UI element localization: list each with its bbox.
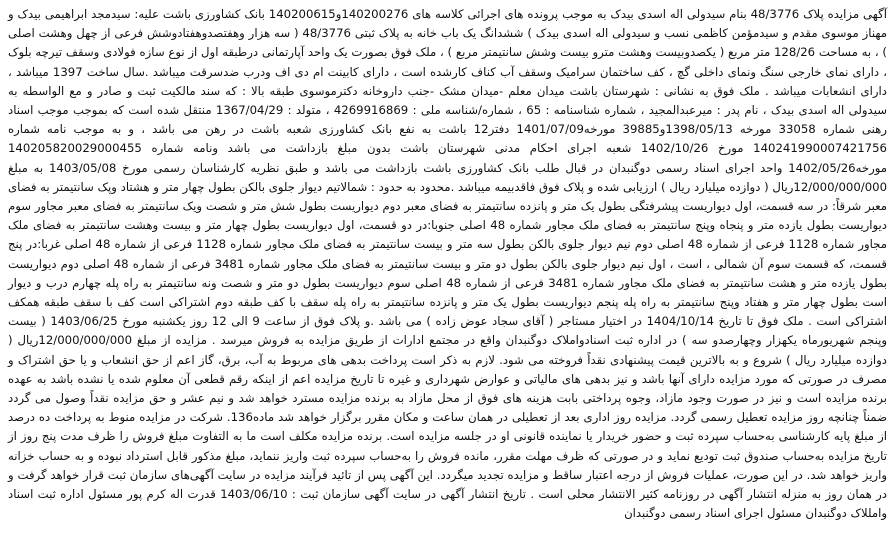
auction-notice-text: آگهی مزایده پلاک 48/3776 بنام سیدولی اله اسدی بیدک به موجب پرونده های اجرائی کلاسه های 140200276و140200615 بانک کشاورزی باشت علیه: سیدمجد ابراهیمی بیدک و مهناز موسوی مقدم و سیدمؤمن کاظمی نسب و سیدولی اله اسدی بیدک ) ششدانگ یک باب خانه به پلاک ثبتی 48/3776 ( سه هزار وهفتصدوهفتادوشش فرعی از چهل وهشت اصلی ) ، به مساحت 128/26 متر مربع ( یکصدوبیست وهشت مترو بیست وشش سانتیمتر مربع ) ، ملک فوق بصورت یک واحد آپارتمانی درطبقه اول از نوع سازه فولادی وسقف تیرچه بلوک ، دارای نمای خارجی سنگ ونمای داخلی گچ ، کف ساختمان سرامیک وسقف آب کناف کارشده است ، دارای کابینت ام دی اف ودرب ضدسرقت میباشد .سال ساخت 1397 میباشد ، دارای انشعابات میباشد . ملک فوق به نشانی : شهرستان باشت میدان معلم -میدان مشک -جنب داروخانه دکترموسوی طبقه بالا : که سند مالکیت ثبت و صادر و مع الواسطه به سیدولی اله اسدی بیدک ، نام پدر : میرعبدالمجید ، شماره شناسنامه : 65 ، شماره/شناسه ملی : 4269916869 ، متولد : 1367/04/29 منتقل شده است که بموجب موجب اسناد رهنی شماره 33058 مورخه 1398/05/13و39885 مورخه1401/07/09 دفتر12 باشت به نفع بانک کشاورزی شعبه باشت در رهن می باشد ، و به موجب نامه شماره 140241990007421756 مورخ 1402/10/26 شعبه اجرای احکام مدنی شهرستان باشت بدون مبلغ بازداشت می باشد ونامه شماره 140205820029000455 مورخه1402/05/26 واحد اجرای اسناد رسمی دوگنبدان در قبال طلب بانک کشاورزی باشت بازداشت می باشد و طبق نظریه کارشناسان رسمی مورخ 1403/05/08 به مبلغ 12/000/000/000ریال ( دوازده میلیارد ریال ) ارزیابی شده و پلاک فوق فاقدبیمه میباشد .محدود به حدود : شمالاتیم دیوار جلوی بالکن بطول چهار متر و هشتاد وپک سانتیمتر به فضای معبر شرقاً: در سه قسمت، اول دیواریست پیشرفتگی بطول یک متر و پانزده سانتیمتر به فضای معبر دوم دیواریست بطول شش متر و شصت ویک سانتیمتر به فضای معبر مجاور سوم دیواریست بطول یازده متر و پنجاه وپنج سانتیمتر به فضای ملک مجاور شماره 48 اصلی جنوبا:در دو قسمت، اول دیواریست بطول چهار متر و بیست وهشت سانتیمتر به فضای ملک مجاور شماره 1128 فرعی از شماره 48 اصلی دوم نیم دیوار جلوی بالکن بطول سه متر و بیست سانتیمتر به فضای ملک مجاور شماره 1128 فرعی از شماره 48 اصلی غربا:در پنج قسمت، که قسمت سوم آن شمالی ، است ، اول نیم دیوار جلوی بالکن بطول دو متر و بیست سانتیمتر به فضای ملک مجاور شماره 3481 فرعی از شماره 48 اصلی دوم دیواریست بطول یازده متر و هشت سانتیمتر به فضای ملک مجاور شماره 3481 فرعی از شماره 48 اصلی سوم دیواریست بطول دو متر و شصت ونه سانتیمتر به راه پله چهارم درب و دیوار است بطول چهار متر و هفتاد وپنج سانتیمتر به راه پله پنجم دیواریست بطول یک متر و پانزده سانتیمتر به راه پله سقف با کف طبقه دوم اشتراکی است کف با سقف طبقه همکف اشتراکی است . ملک فوق تا تاریخ 1404/10/14 در اختیار مستاجر ( آقای سجاد عوض زاده ) می باشد .و پلاک فوق از ساعت 9 الی 12 روز یکشنبه مورخ 1403/06/25 ( بیست وپنجم شهریورماه یکهزار وچهارصدو سه ) در اداره ثبت اسنادواملاک دوگنبدان واقع در مجتمع ادارات از طریق مزایده به فروش میرسد . مزایده از مبلغ 12/000/000/000ریال ( دوازده میلیارد ریال ) شروع و به بالاترین قیمت پیشنهادی نقداً فروخته می شود. لازم به ذکر است پرداخت بدهی های مربوط به آب، برق، گاز اعم از حق انشعاب و یا حق اشتراک و مصرف در صورتی که مورد مزایده دارای آنها باشد و نیز بدهی های مالیاتی و عوارض شهرداری و غیره تا تاریخ مزایده اعم از اینکه رقم قطعی آن معلوم شده یا نشده باشد به عهده برنده مزایده است و نیز در صورت وجود مازاد، وجوه پرداختی بابت هزینه های فوق از محل مازاد به برنده مزایده مسترد خواهد شد و نیم عشر و حق مزایده نقداً وصول می گردد ضمناً چنانچه روز مزایده تعطیل رسمی گردد. مزایده روز اداری بعد از تعطیلی در همان ساعت و مکان مقرر برگزار خواهد شد ماده136. شرکت در مزایده منوط به پرداخت ده درصد از مبلغ پایه کارشناسی به‌حساب سپرده ثبت و حضور خریدار یا نماینده قانونی او در جلسه مزایده است. برنده مزایده مکلف است ما به التفاوت مبلغ فروش را ظرف مدت پنج روز از تاریخ مزایده به‌حساب صندوق ثبت تودیع نماید و در صورتی که ظرف مهلت مقرر، مانده فروش را به‌حساب سپرده ثبت واریز ننماید، مبلغ مذکور قابل استرداد نبوده و به حساب خزانه واریز خواهد شد. در این صورت، عملیات فروش از درجه اعتبار ساقط و مزایده تجدید میگردد. این آگهی پس از تائید فرآیند مزایده در سایت آگهی‌های سازمان ثبت قرار خواهد گرفت و در همان روز به منزله انتشار آگهی در روزنامه کثیر الانتشار محلی است . تاریخ انتشار آگهی در سایت آگهی سازمان ثبت : 1403/06/10 قدرت اله کرم پور مسئول اداره ثبت اسناد وامللاک دوگنبدان مسئول اجرای اسناد رسمی دوگنبدان (8, 7, 888, 521)
